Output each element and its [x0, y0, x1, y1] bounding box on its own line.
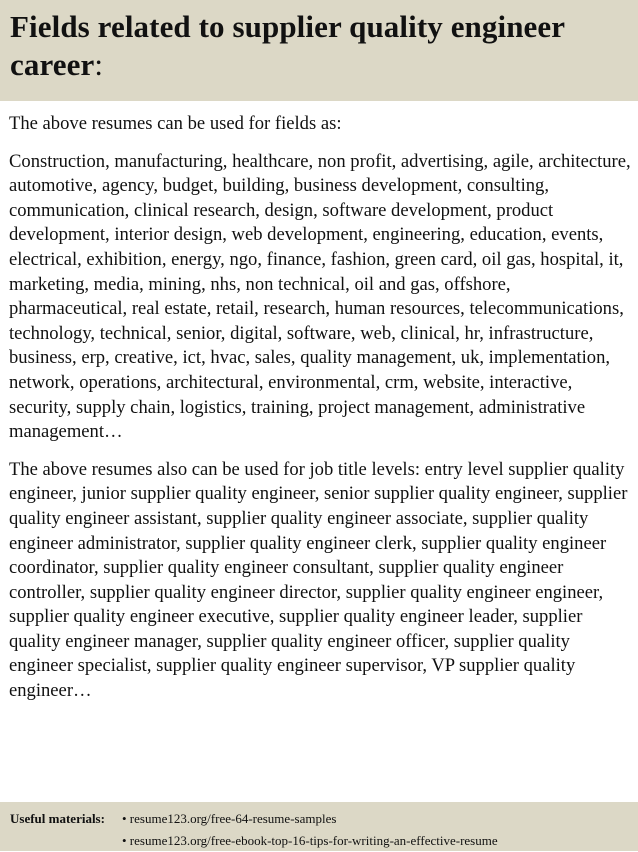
- useful-materials-label: [10, 808, 122, 830]
- resource-link[interactable]: • resume123.org/free-ebook-top-16-tips-for-writing-an-effective-resume: [122, 833, 498, 848]
- footer-row-1: [10, 808, 628, 830]
- useful-materials-footer: [0, 802, 638, 851]
- title-banner: [0, 0, 638, 101]
- main-content: [9, 112, 631, 704]
- job-levels-paragraph: The above resumes also can be used for job title levels: entry level supplier quality engineer, junior supplier quality engineer, senior supplier quality engineer, supplier quality engineer assistant, supplier quality engineer associate, supplier quality engineer administrator, supplier quality engineer clerk, supplier quality engineer coordinator, supplier quality engineer consultant, supplier quality engineer controller, supplier quality engineer director, supplier quality engineer engineer, supplier quality engineer executive, supplier quality engineer leader, supplier quality engineer manager, supplier quality engineer officer, supplier quality engineer specialist, supplier quality engineer supervisor, VP supplier quality engineer…: [9, 458, 628, 702]
- page-title-colon: :: [94, 47, 104, 82]
- useful-materials-label-colon: :: [100, 811, 105, 826]
- fields-intro: The above resumes can be used for fields as:: [9, 113, 342, 134]
- page-title: [10, 8, 628, 84]
- fields-list: Construction, manufacturing, healthcare, non profit, advertising, agile, architecture, automotive, agency, budget, building, business development, consulting, communication, clinical research, design, software development, product development, interior design, web development, engineering, education, events, electrical, exhibition, energy, ngo, finance, fashion, green card, oil gas, hospital, it, marketing, media, mining, nhs, non technical, oil and gas, offshore, pharmaceutical, real estate, retail, research, human resources, telecommunications, technology, technical, senior, digital, software, web, clinical, hr, infrastructure, business, erp, creative, ict, hvac, sales, quality management, uk, implementation, network, operations, architectural, environmental, crm, website, interactive, security, supply chain, logistics, training, project management, administrative management…: [9, 150, 631, 443]
- resource-link[interactable]: • resume123.org/free-64-resume-samples: [122, 811, 337, 826]
- useful-materials-label-text: Useful materials: [10, 811, 101, 826]
- page-title-text: Fields related to supplier quality engineer career: [10, 9, 565, 82]
- footer-row-2: [10, 830, 628, 852]
